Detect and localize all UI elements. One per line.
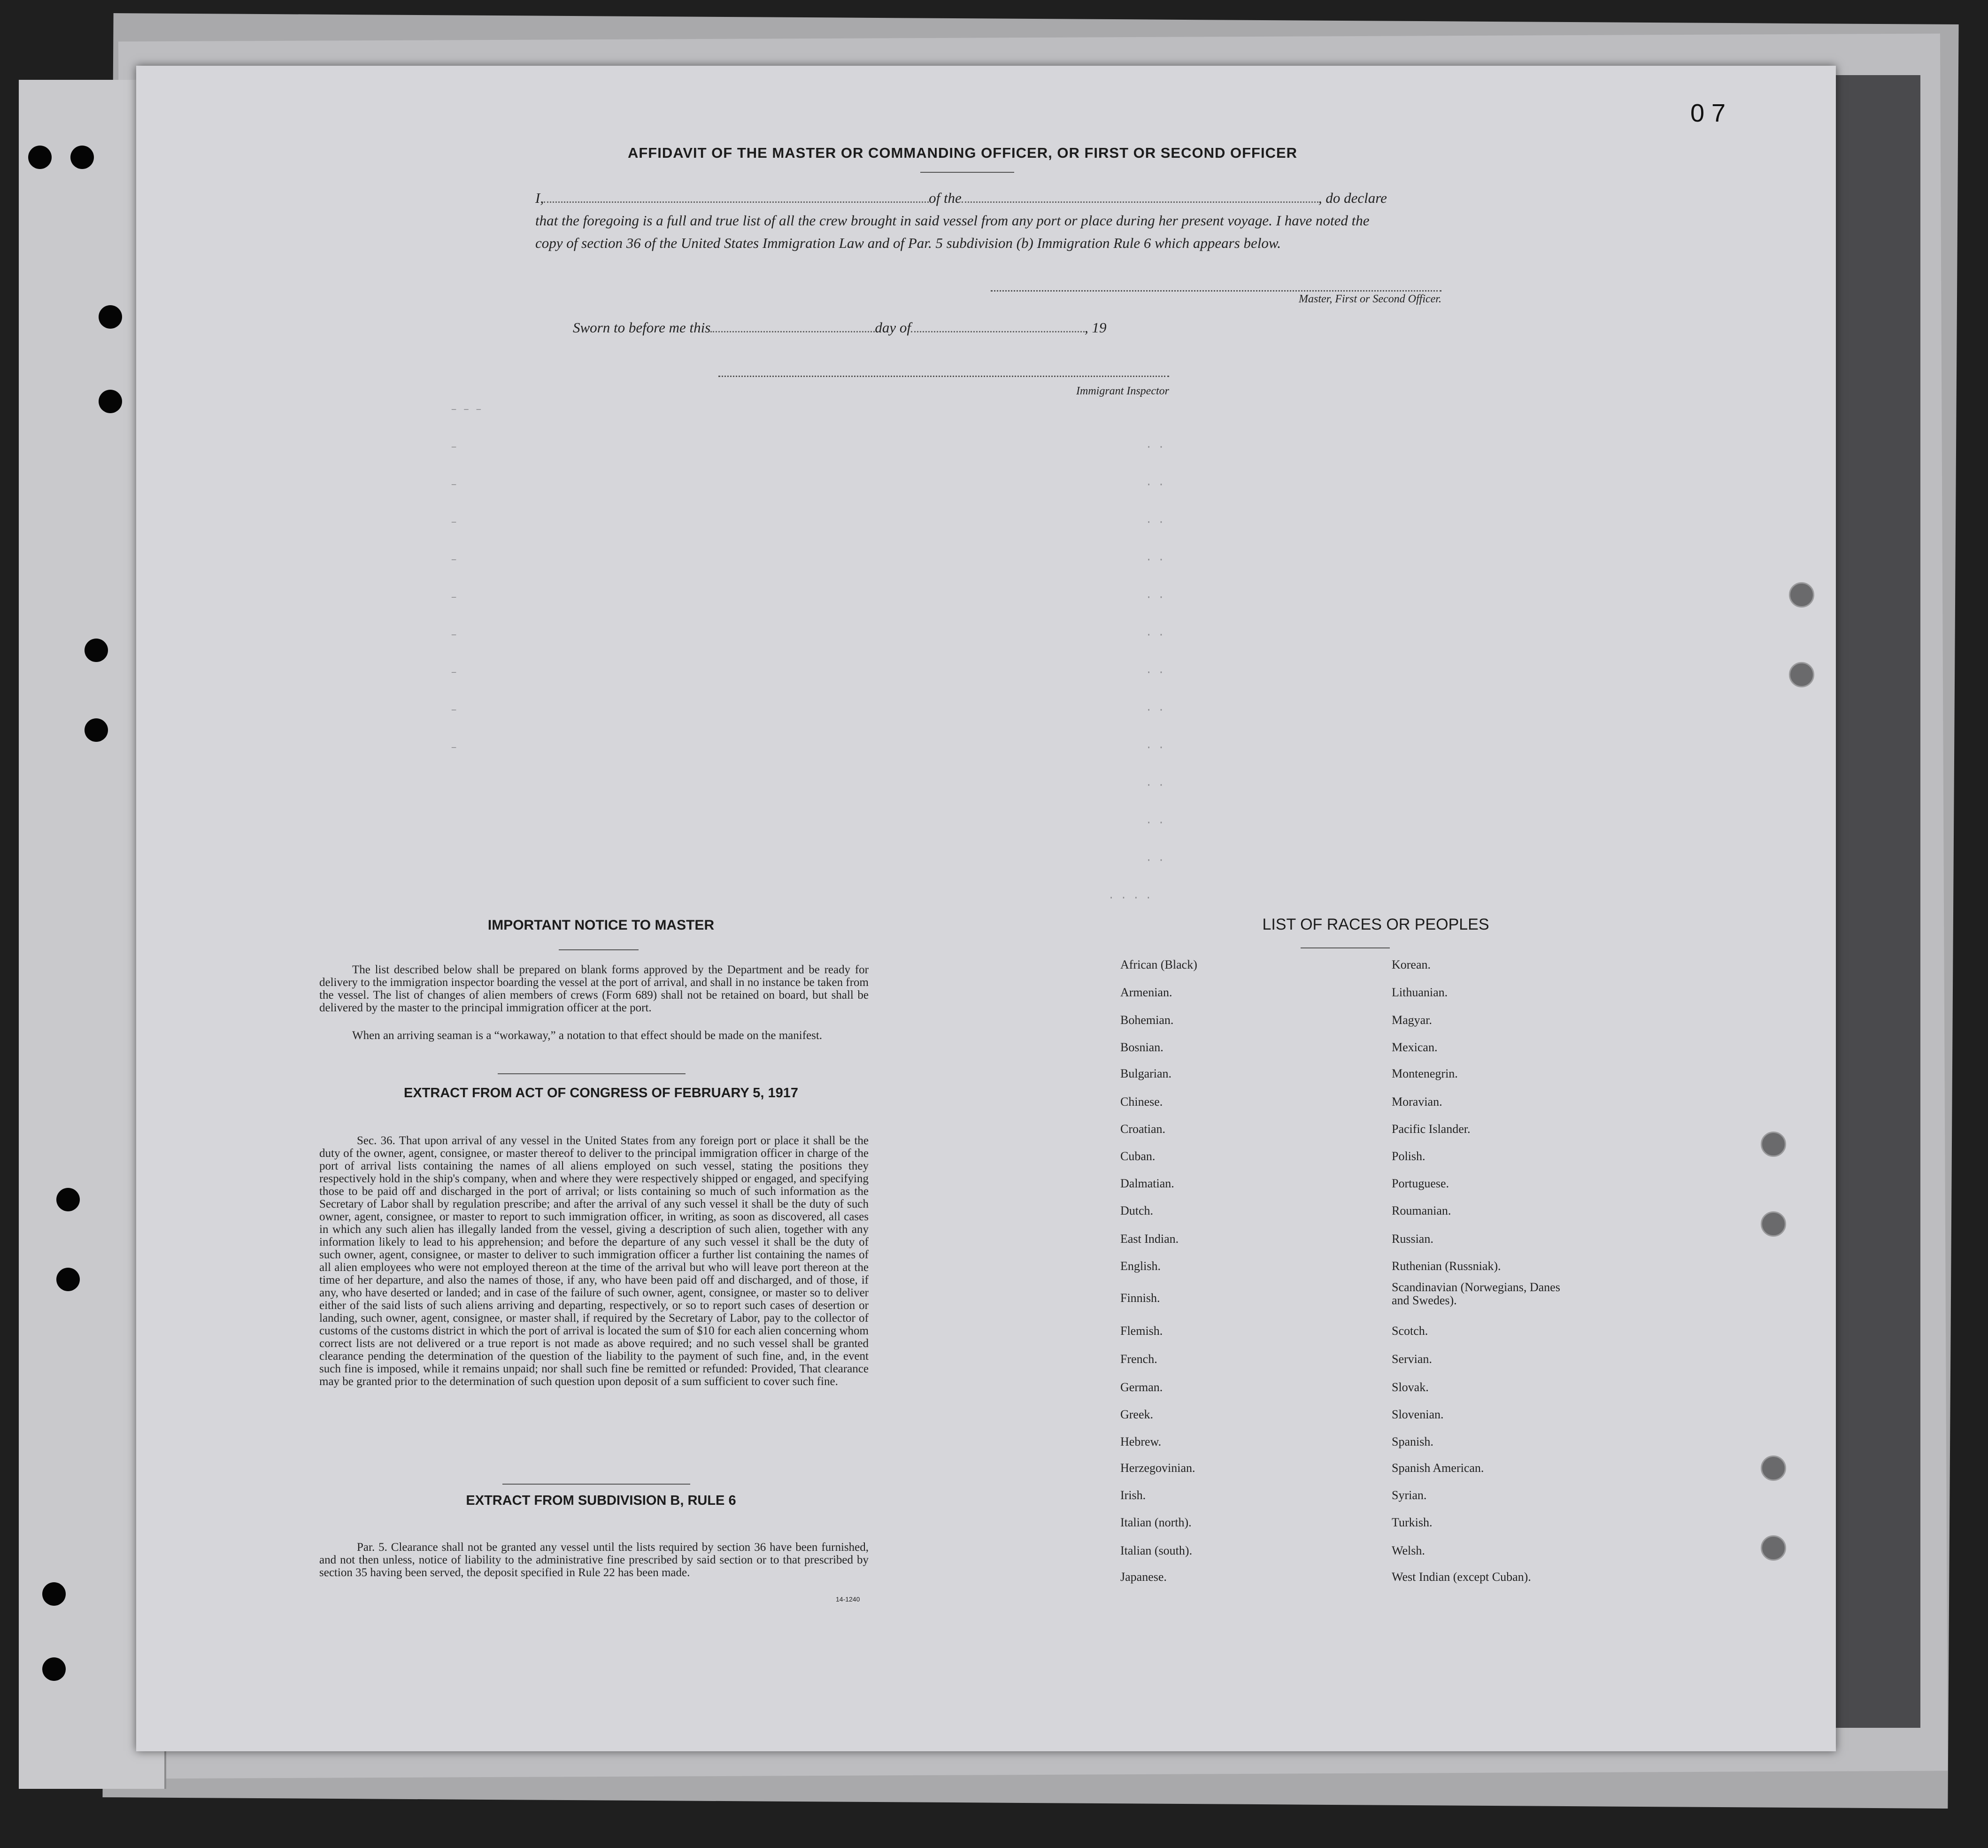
race-item: Russian. [1392,1232,1433,1246]
punch-hole [1761,1211,1786,1237]
notice-paragraph-2: When an arriving seaman is a “workaway,” a notation to that effect should be made on the manifest. [352,1029,823,1042]
race-item: Mexican. [1392,1040,1438,1054]
affidavit-line-2: that the foregoing is a full and true list of all the crew brought in said vessel from any port or place during her present voyage. I have noted the [535,212,1370,229]
punch-hole [99,305,122,329]
punch-hole [42,1657,66,1681]
day-blank [710,331,875,332]
race-item: Bosnian. [1120,1040,1164,1054]
sworn-start: Sworn to before me this [573,319,711,336]
race-item: Spanish. [1392,1435,1433,1448]
punch-hole [42,1582,66,1606]
race-item: Chinese. [1120,1095,1163,1109]
race-item: Turkish. [1392,1516,1433,1529]
signature-label: Master, First or Second Officer. [1299,293,1441,305]
punch-hole [85,718,108,742]
punch-hole [1761,1132,1786,1157]
extract-act-title: EXTRACT FROM ACT OF CONGRESS OF FEBRUARY 5, 1917 [403,1086,799,1101]
title-rule [1301,947,1390,948]
affidavit-line-1 [535,187,1441,209]
section-rule [498,1073,686,1074]
race-item: Cuban. [1120,1149,1156,1163]
section-rule [502,1484,690,1485]
race-item: Slovak. [1392,1380,1429,1394]
race-item: Dalmatian. [1120,1177,1174,1190]
extract-act-body: Sec. 36. That upon arrival of any vessel in the United States from any foreign port or place it shall be the duty of the owner, agent, consignee, or master thereof to deliver to the principal immigration officer in charge of the port of arrival lists containing the names of all aliens employed on such vessel, stating the positions they respectively hold in the ship's company, when and where they were respectively shipped or engaged, and specifying those to be paid off and discharged in the port of arrival; or lists containing so much of such information as the Secretary of Labor shall by regulation prescribe; and after the arrival of any such vessel it shall be the duty of such owner, agent, consignee, or master to report to such immigration officer, in writing, as soon as discovered, all cases in which any such alien has illegally landed from the vessel, giving a description of such alien, together with any information likely to lead to his apprehension; and before the departure of any such vessel it shall be the duty of such owner, agent, consignee, or master to deliver to such immigration officer a further list containing the names of all alien employees who were not employed thereon at the time of the arrival but who will leave port thereon at the time of her departure, and also the names of those, if any, who have been paid off and discharged, and of those, if any, who have deserted or landed; and in case of the failure of such owner, agent, consignee, or master so to deliver either of the said lists of such aliens arriving and departing, respectively, or so to report such cases of desertion or landing, such owner, agent, consignee, or master shall, if required by the Secretary of Labor, pay to the collector of customs of the customs district in which the port of arrival is located the sum of $10 for each alien concerning whom correct lists are not delivered or a true report is not made as above required; and no such vessel shall be granted clearance pending the determination of the question of the liability to the payment of such fine, and, in the event such fine is imposed, while it remains unpaid; nor shall such fine be remitted or refunded: Provided, That clearance may be granted prior to the determination of such question upon deposit of a sum sufficient to cover such fine. [319,1134,869,1388]
form-number: 14-1240 [836,1595,860,1603]
race-item: Flemish. [1120,1324,1163,1338]
signature-line [991,290,1441,292]
punch-hole [1789,662,1814,687]
race-item: East Indian. [1120,1232,1179,1246]
race-item: Moravian. [1392,1095,1442,1109]
race-item: Syrian. [1392,1488,1427,1502]
race-item: Dutch. [1120,1204,1154,1217]
punch-hole [99,390,122,413]
vessel-blank [962,201,1318,203]
month-blank [911,331,1085,332]
title-rule [559,949,639,950]
race-item: Lithuanian. [1392,986,1448,999]
punch-hole [56,1188,80,1211]
race-item: Scandinavian (Norwegians, Danes and Swedes). [1392,1280,1560,1307]
race-item: Bohemian. [1120,1013,1174,1027]
race-item: Pacific Islander. [1392,1122,1471,1136]
race-item: West Indian (except Cuban). [1392,1570,1531,1584]
punch-hole [70,146,94,169]
punch-hole [85,639,108,662]
punch-hole [1761,1455,1786,1481]
race-item: Montenegrin. [1392,1067,1458,1080]
notice-title: IMPORTANT NOTICE TO MASTER [487,917,715,933]
affidavit-title: AFFIDAVIT OF THE MASTER OR COMMANDING OFFICER, OR FIRST OR SECOND OFFICER [627,145,1298,161]
race-item: Italian (north). [1120,1516,1192,1529]
race-item: Magyar. [1392,1013,1432,1027]
race-item: French. [1120,1352,1157,1366]
punch-hole [28,146,52,169]
race-item: Korean. [1392,958,1431,971]
race-item: Servian. [1392,1352,1432,1366]
race-item: Welsh. [1392,1544,1425,1557]
race-item: African (Black) [1120,958,1197,971]
race-item: German. [1120,1380,1163,1394]
race-item: Bulgarian. [1120,1067,1172,1080]
inspector-label: Immigrant Inspector [1076,385,1169,397]
races-title: LIST OF RACES OR PEOPLES [1262,916,1489,933]
punch-hole [1789,582,1814,608]
race-item: Herzegovinian. [1120,1461,1195,1475]
punch-hole [1761,1535,1786,1561]
race-item: Irish. [1120,1488,1146,1502]
race-item: Greek. [1120,1408,1154,1421]
race-item: Slovenian. [1392,1408,1444,1421]
race-item: Croatian. [1120,1122,1166,1136]
race-item: Scotch. [1392,1324,1428,1338]
extract-rule-body: Par. 5. Clearance shall not be granted any vessel until the lists required by section 36 have been furnished, and not then unless, notice of liability to the administrative fine prescribed by said section or to that prescribed by section 35 having been served, the deposit specified in Rule 22 has been made. [319,1541,869,1579]
race-item: Polish. [1392,1149,1426,1163]
sworn-day-of: day of [875,319,911,336]
affidavit-of-the: of the [929,190,962,206]
race-item: Finnish. [1120,1291,1160,1305]
race-item: English. [1120,1259,1161,1273]
race-item: Spanish American. [1392,1461,1484,1475]
affidavit-line-3: copy of section 36 of the United States Immigration Law and of Par. 5 subdivision (b) Immigration Rule 6 which appears below. [535,235,1281,251]
affidavit-declare: , do declare [1318,190,1387,206]
race-item: Portuguese. [1392,1177,1449,1190]
title-rule [920,172,1014,173]
race-item: Ruthenian (Russniak). [1392,1259,1501,1273]
punch-hole [56,1268,80,1291]
sworn-line [573,319,1106,336]
inspector-signature-line [718,376,1169,377]
corner-handwritten-mark: 0 7 [1690,99,1726,127]
extract-rule-title: EXTRACT FROM SUBDIVISION B, RULE 6 [466,1493,736,1508]
race-item: Italian (south). [1120,1544,1193,1557]
race-item: Armenian. [1120,986,1172,999]
sworn-year: , 19 [1084,319,1107,336]
affidavit-i: I, [535,190,544,206]
race-item: Roumanian. [1392,1204,1451,1217]
affidavit-body [535,187,1441,254]
notice-paragraph-1: The list described below shall be prepared on blank forms approved by the Department and be ready for delivery to the immigration inspector boarding the vessel at the port of arrival, and shall in no instance be taken from the vessel. The list of changes of alien members of crews (Form 689) shall not be retained on board, but shall be delivered by the master to the principal immigration officer at the port. [319,963,869,1014]
race-item: Hebrew. [1120,1435,1162,1448]
name-blank [544,201,929,203]
race-item: Japanese. [1120,1570,1167,1584]
